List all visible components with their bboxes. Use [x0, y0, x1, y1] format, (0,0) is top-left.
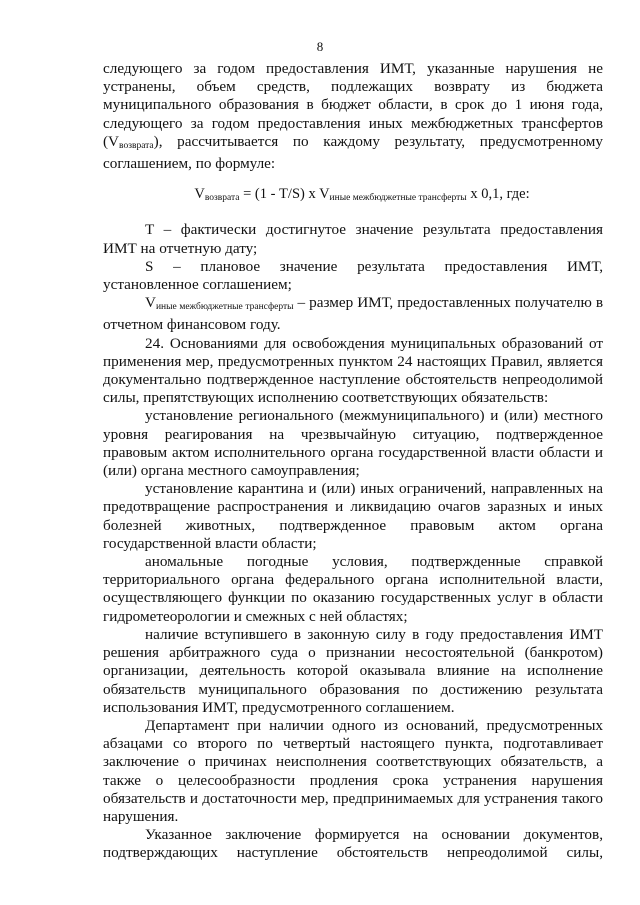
paragraph-24: 24. Основаниями для освобождения муниципальных образований от применения мер, предусмотренных пунктом 24 настоящих Правил, является документально подтвержденное наступление обстоятельств непреодолимой силы, препятствующих исполнению соответствующих обязательств:	[103, 334, 603, 407]
paragraph-continuation	[103, 60, 603, 173]
formula-subscript: иные межбюджетные трансферты	[329, 193, 467, 204]
definition-t: T – фактически достигнутое значение результата предоставления ИМТ на отчетную дату;	[103, 221, 603, 257]
list-item: наличие вступившего в законную силу в году предоставления ИМТ решения арбитражного суда о признании несостоятельной (банкротом) организации, деятельность которой оказывала влияние на исполнение обязательств муниципального образования по достижению результата использования ИМТ, предусмотренного соглашением.	[103, 625, 603, 716]
formula	[121, 185, 603, 207]
formula-part: x 0,1, где:	[466, 186, 530, 203]
subscript: иные межбюджетные трансферты	[155, 302, 294, 313]
list-item: установление карантина и (или) иных ограничений, направленных на предотвращение распространения и ликвидацию очагов заразных и иных болезней животных, подтвержденное правовым актом органа государственной власти области;	[103, 480, 603, 552]
list-item: установление регионального (межмуниципального) и (или) местного уровня реагирования на чрезвычайную ситуацию, подтвержденное правовым актом исполнительного органа государственной власти области и (или) органа местного самоуправления;	[103, 407, 603, 480]
formula-part: V	[194, 186, 205, 203]
definition-v	[103, 294, 603, 334]
formula-part: = (1 - T/S) x V	[239, 186, 330, 203]
definition-s: S – плановое значение результата предоставления ИМТ, установленное соглашением;	[103, 257, 603, 294]
page-number: 8	[316, 39, 324, 54]
paragraph-department: Департамент при наличии одного из оснований, предусмотренных абзацами со второго по четвертый настоящего пункта, подготавливает заключение о причинах неисполнения соответствующих обязательств, а также о целесообразности продления срока устранения нарушения обязательств и достаточности мер, предпринимаемых для устранения такого нарушения.	[103, 716, 603, 825]
document-body	[103, 60, 603, 863]
definition-letter: V	[145, 294, 156, 312]
formula-subscript: возврата	[204, 193, 240, 204]
paragraph-last: Указанное заключение формируется на основании документов, подтверждающих наступление обстоятельств непреодолимой силы,	[103, 826, 603, 862]
paragraph-text: – размер ИМТ, предоставленных получателю в отчетном финансовом году.	[103, 294, 604, 334]
paragraph-text: ), рассчитывается по каждому результату, предусмотренному соглашением, по формуле:	[103, 132, 603, 173]
list-item: аномальные погодные условия, подтвержденные справкой территориального органа федерального органа исполнительной власти, осуществляющего функции по оказанию государственных услуг в области гидрометеорологии и смежных с ней областях;	[103, 553, 603, 625]
paragraph-text: следующего за годом предоставления ИМТ, указанные нарушения не устранены, объем средств, подлежащих возврату из бюджета муниципального образования в бюджет области, в срок до 1 июня года, следующего за годом предоставления иных межбюджетных трансфертов (V	[103, 60, 603, 150]
subscript: возврата	[119, 140, 154, 151]
